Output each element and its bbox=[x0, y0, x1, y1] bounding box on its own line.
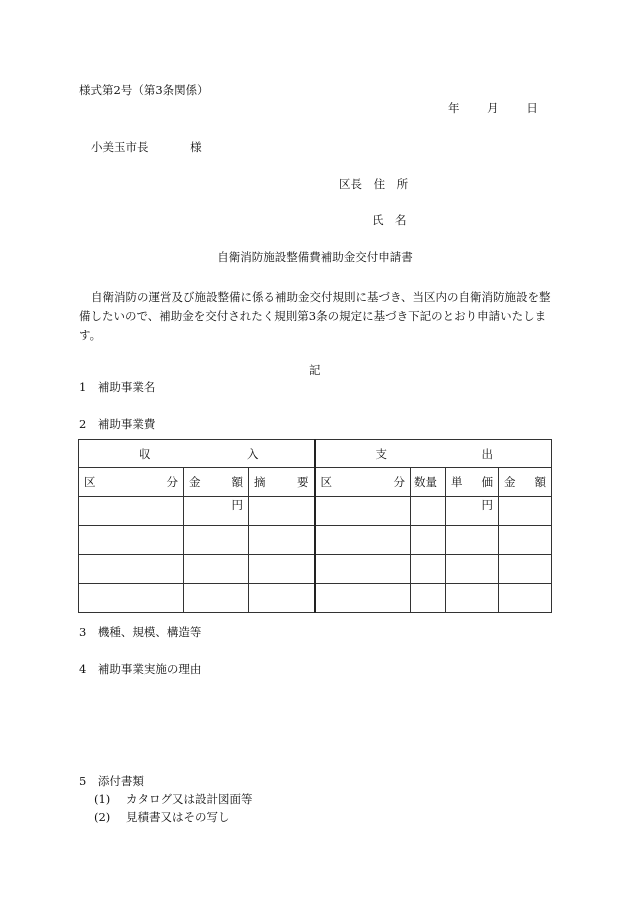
expense-header bbox=[315, 440, 552, 468]
col-summary-char-2: 要 bbox=[297, 475, 309, 489]
table-column-row bbox=[79, 468, 552, 497]
date-day: 日 bbox=[526, 101, 538, 115]
col-amount-expense-char-2: 額 bbox=[534, 475, 546, 489]
col-amount-expense-char-1: 金 bbox=[504, 475, 516, 489]
expense-header-char-2: 出 bbox=[481, 446, 493, 461]
district-head-label: 区長 bbox=[339, 177, 362, 191]
applicant-name-label: 氏 名 bbox=[372, 213, 407, 227]
attachment-text: カタログ又は設計図面等 bbox=[125, 792, 253, 806]
table-cell[interactable] bbox=[249, 555, 315, 584]
table-cell[interactable] bbox=[499, 526, 552, 555]
attachment-text: 見積書又はその写し bbox=[125, 810, 230, 824]
col-category-expense-char-1: 区 bbox=[320, 475, 332, 489]
table-cell[interactable] bbox=[79, 584, 184, 613]
income-amount-yen[interactable]: 円 bbox=[184, 497, 249, 526]
table-cell[interactable] bbox=[411, 497, 446, 526]
table-cell[interactable] bbox=[184, 526, 249, 555]
table-cell[interactable] bbox=[184, 584, 249, 613]
section-reason: 4 補助事業実施の理由 bbox=[79, 662, 202, 676]
income-header-char-2: 入 bbox=[247, 446, 259, 461]
table-cell[interactable] bbox=[249, 497, 315, 526]
col-amount bbox=[184, 468, 249, 497]
table-cell[interactable] bbox=[499, 555, 552, 584]
table-cell[interactable] bbox=[315, 497, 411, 526]
col-summary bbox=[249, 468, 315, 497]
table-cell[interactable] bbox=[499, 584, 552, 613]
table-cell[interactable] bbox=[79, 526, 184, 555]
date-line bbox=[448, 100, 538, 116]
unit-price-yen[interactable]: 円 bbox=[446, 497, 499, 526]
table-row bbox=[79, 555, 552, 584]
document-title: 自衛消防施設整備費補助金交付申請書 bbox=[217, 250, 413, 264]
col-category-expense-char-2: 分 bbox=[393, 475, 405, 489]
attachment-number: (1) bbox=[94, 792, 111, 806]
attachment-item bbox=[94, 791, 252, 807]
ki-marker: 記 bbox=[309, 363, 321, 377]
col-amount-char-1: 金 bbox=[189, 475, 201, 489]
addressee-honorific: 様 bbox=[190, 140, 202, 154]
table-cell[interactable] bbox=[446, 555, 499, 584]
attachment-number: (2) bbox=[94, 810, 111, 824]
date-month: 月 bbox=[487, 101, 499, 115]
col-summary-char-1: 摘 bbox=[254, 475, 266, 489]
table-cell[interactable] bbox=[315, 526, 411, 555]
expense-header-char-1: 支 bbox=[375, 446, 387, 461]
section-attachments: 5 添付書類 bbox=[79, 774, 144, 788]
col-quantity: 数量 bbox=[411, 468, 446, 497]
table-cell[interactable] bbox=[79, 497, 184, 526]
table-cell[interactable] bbox=[315, 584, 411, 613]
addressee bbox=[91, 139, 202, 155]
cost-table bbox=[78, 439, 552, 613]
section-specification: 3 機種、規模、構造等 bbox=[79, 625, 202, 639]
col-amount-expense bbox=[499, 468, 552, 497]
table-cell[interactable] bbox=[79, 555, 184, 584]
income-header bbox=[79, 440, 315, 468]
table-cell[interactable] bbox=[411, 555, 446, 584]
table-cell[interactable] bbox=[411, 526, 446, 555]
income-header-char-1: 収 bbox=[139, 446, 151, 461]
table-row bbox=[79, 526, 552, 555]
table-header-row bbox=[79, 440, 552, 468]
date-year: 年 bbox=[448, 101, 460, 115]
table-cell[interactable] bbox=[184, 555, 249, 584]
col-unit-price bbox=[446, 468, 499, 497]
section-project-cost: 2 補助事業費 bbox=[79, 417, 156, 431]
attachment-item bbox=[94, 809, 229, 825]
section-project-name: 1 補助事業名 bbox=[79, 380, 156, 394]
col-category-expense bbox=[315, 468, 411, 497]
table-cell[interactable] bbox=[446, 526, 499, 555]
col-category-char-2: 分 bbox=[166, 475, 178, 489]
col-amount-char-2: 額 bbox=[231, 475, 243, 489]
table-cell[interactable] bbox=[315, 555, 411, 584]
table-cell[interactable] bbox=[411, 584, 446, 613]
table-cell[interactable] bbox=[249, 526, 315, 555]
table-row bbox=[79, 584, 552, 613]
col-category bbox=[79, 468, 184, 497]
application-body: 自衛消防の運営及び施設整備に係る補助金交付規則に基づき、当区内の自衛消防施設を整備したいので、補助金を交付されたく規則第3条の規定に基づき下記のとおり申請いたします。 bbox=[79, 290, 551, 342]
table-cell[interactable] bbox=[499, 497, 552, 526]
form-number: 様式第2号（第3条関係） bbox=[79, 83, 209, 97]
col-unit-price-char-2: 価 bbox=[481, 475, 493, 489]
col-category-char-1: 区 bbox=[84, 475, 96, 489]
table-cell[interactable] bbox=[446, 584, 499, 613]
addressee-name: 小美玉市長 bbox=[91, 140, 149, 154]
table-row bbox=[79, 497, 552, 526]
address-label: 住 所 bbox=[373, 177, 409, 191]
table-cell[interactable] bbox=[249, 584, 315, 613]
applicant-address-line bbox=[339, 176, 408, 192]
col-unit-price-char-1: 単 bbox=[451, 475, 463, 489]
